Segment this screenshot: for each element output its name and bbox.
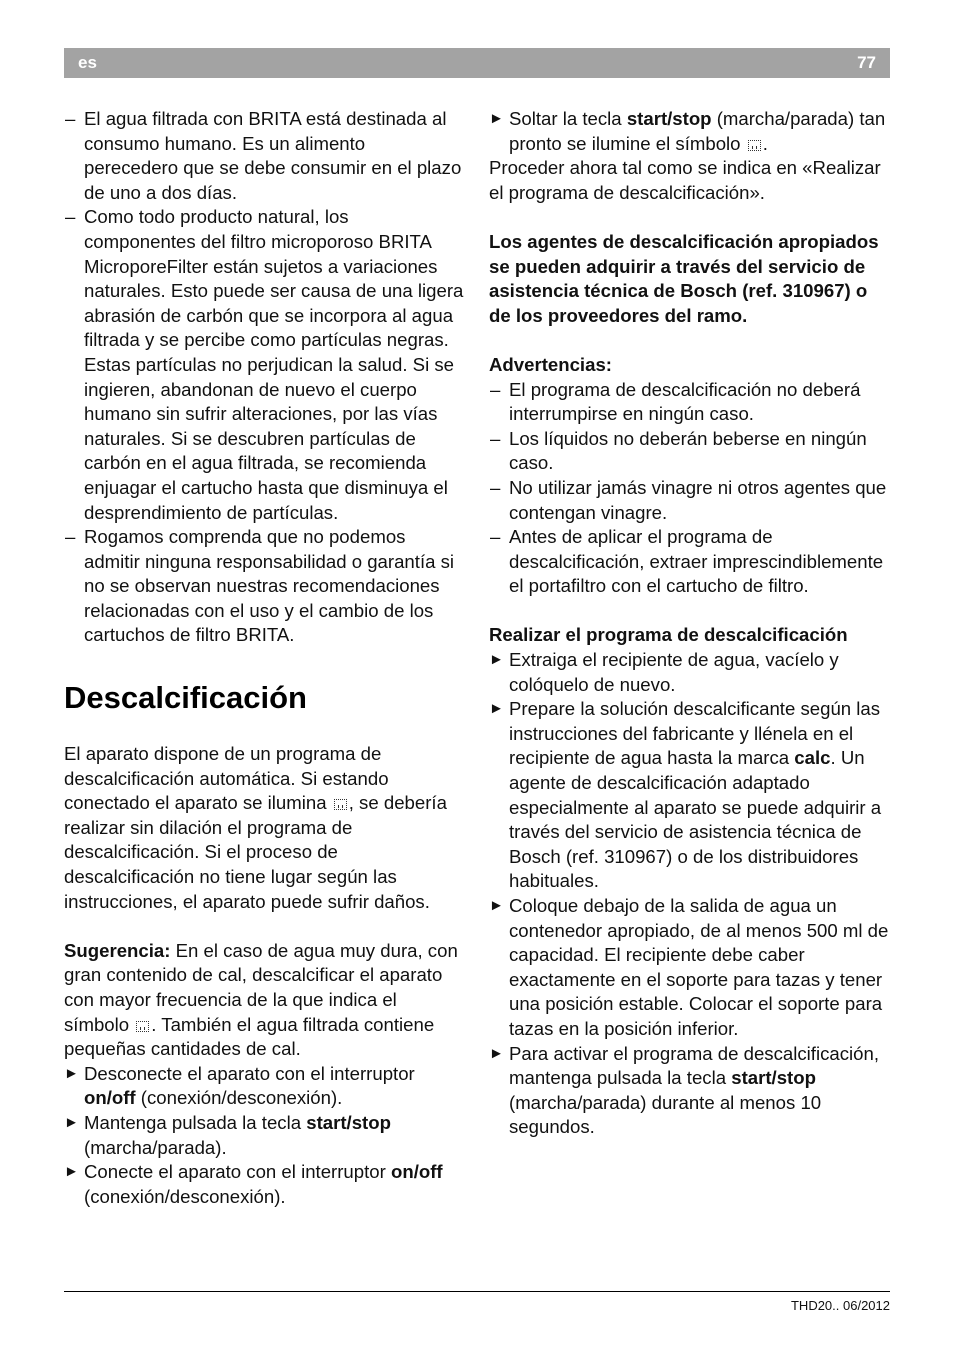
calc-symbol-icon [334, 799, 347, 810]
step-key: start/stop [731, 1067, 816, 1089]
step-text: Extraiga el recipiente de agua, vacíelo y colóquelo de nuevo. [509, 649, 839, 695]
agents-note [489, 230, 893, 328]
step-text: Conecte el aparato con el interruptor [84, 1161, 391, 1183]
footer-rule [64, 1291, 890, 1292]
step-item: ► Soltar la tecla start/stop (marcha/parada) tan pronto se ilumine el símbolo . [489, 108, 886, 154]
dash-marker: – [65, 526, 76, 548]
step-text: (marcha/parada) durante al menos 10 segundos. [509, 1091, 822, 1138]
step-key: start/stop [626, 108, 712, 129]
section-title: Descalcificación [64, 680, 307, 716]
intro-text-b: , se debería realizar sin dilación el programa de descalcificación. Si el proceso de descalcificación no tiene lugar según las instrucciones, el aparato puede sufrir daños. [64, 792, 447, 912]
warnings-title-text: Advertencias: [489, 353, 612, 375]
step-item [64, 1111, 464, 1160]
warning-text: No utilizar jamás vinagre ni otros agentes que contengan vinagre. [509, 476, 887, 523]
step-text: Coloque debajo de la salida de agua un contenedor apropiado, de al menos 500 ml de capacidad. El recipiente debe caber exactamente en el soporte para tazas y tener una posición estable. Colocar el soporte para tazas en la posición inferior. [509, 895, 889, 1039]
procedure-title-text: Realizar el programa de descalcificación [489, 624, 848, 646]
step-text: Mantenga pulsada la tecla [84, 1111, 307, 1133]
procedure-step [489, 697, 893, 894]
triangle-bullet-icon: ► [64, 1163, 79, 1181]
dash-marker: – [490, 526, 501, 548]
proceed-text: Proceder ahora tal como se indica en «Realizar el programa de descalcificación». [489, 157, 881, 203]
brita-item-text: Rogamos comprenda que no podemos admitir ninguna responsabilidad o garantía si no se observan nuestras recomendaciones relacionadas con el uso y el cambio de los cartuchos de filtro BRITA. [84, 526, 455, 646]
brita-item-text: Como todo producto natural, los componentes del filtro microporoso BRITA MicroporeFilter están sujetos a variaciones naturales. Esto puede ser causa de una ligera abrasión de carbón que se incorpora al agua filtrada y se percibe como partículas negras. Estas partículas no perjudican la salud. Si se ingieren, abandonan de nuevo el cuerpo humano sin sufrir alteraciones, por las vías naturales. Si se descubren partículas de carbón en el agua filtrada, se recomienda enjuagar el cartucho hasta que disminuya el desprendimiento de partículas. [84, 206, 464, 523]
dash-marker: – [490, 476, 501, 498]
step-text: . Un agente de descalcificación adaptado especialmente al aparato se puede adquirir a través del servicio de asistencia técnica de Bosch (ref. 310967) o de los distribuidores habituales. [509, 747, 882, 892]
step-text: (marcha/parada). [84, 1136, 227, 1158]
dash-marker: – [65, 108, 76, 129]
step-text: Prepare la solución descalcificante según las instrucciones del fabricante y llénela en el recipiente de agua hasta la marca [509, 698, 881, 769]
brita-list-item [64, 107, 464, 205]
tip-label: Sugerencia: [64, 939, 171, 961]
agents-note-text: Los agentes de descalcificación apropiados se pueden adquirir a través del servicio de asistencia técnica de Bosch (ref. 310967) o de los proveedores del ramo. [489, 230, 879, 326]
brita-item-text: El agua filtrada con BRITA está destinada al consumo humano. Es un alimento perecedero que se debe consumir en el plazo de uno a dos días. [84, 108, 462, 203]
step-text: Soltar la tecla [509, 108, 627, 129]
tip-paragraph [64, 939, 464, 1062]
procedure-title [489, 623, 893, 648]
tip-text-a: En el caso de agua muy dura, con gran contenido de cal, descalcificar el aparato con mayor frecuencia de la que indica el símbolo [64, 939, 458, 1035]
page-header-bar [64, 48, 890, 78]
step-key: start/stop [306, 1111, 391, 1133]
step-item [64, 1062, 464, 1111]
warning-item [489, 427, 893, 476]
dash-marker: – [490, 378, 501, 400]
warning-item [489, 476, 893, 525]
step-text: (marcha/parada) tan pronto se ilumine el símbolo [509, 108, 886, 154]
left-column [64, 107, 464, 1209]
step-item [64, 1160, 464, 1209]
warning-item [489, 378, 893, 427]
triangle-bullet-icon: ► [64, 1113, 79, 1131]
dash-marker: – [490, 427, 501, 449]
warning-item [489, 525, 893, 599]
intro-text-a: El aparato dispone de un programa de descalcificación automática. Si estando conectado el aparato se ilumina [64, 743, 389, 814]
calc-symbol-icon [136, 1021, 149, 1032]
brita-list-item [64, 205, 464, 525]
warnings-title [489, 353, 893, 378]
step-text: Para activar el programa de descalcificación, mantenga pulsada la tecla [509, 1042, 879, 1089]
step-key: on/off [390, 1161, 443, 1183]
footer-model-date: THD20.. 06/2012 [790, 1298, 890, 1313]
step-text: Desconecte el aparato con el interruptor [84, 1062, 415, 1084]
calc-symbol-icon [748, 140, 761, 151]
triangle-bullet-icon: ► [489, 897, 504, 914]
language-code: es [78, 53, 97, 72]
warning-text: Los líquidos no deberán beberse en ningún caso. [509, 427, 867, 474]
triangle-bullet-icon: ► [489, 1044, 504, 1062]
step-text: (conexión/desconexión). [135, 1087, 343, 1109]
step-text: (conexión/desconexión). [84, 1185, 286, 1207]
dash-marker: – [65, 206, 76, 228]
triangle-bullet-icon: ► [64, 1064, 79, 1082]
step-key: calc [794, 747, 831, 769]
page-number: 77 [857, 53, 876, 72]
brita-list-item [64, 525, 464, 648]
warning-text: El programa de descalcificación no deberá interrumpirse en ningún caso. [509, 378, 861, 425]
tip-text-b: . También el agua filtrada contiene pequeñas cantidades de cal. [64, 1013, 435, 1060]
warning-text: Antes de aplicar el programa de descalcificación, extraer imprescindiblemente el portafiltro con el cartucho de filtro. [509, 526, 884, 597]
right-column [489, 107, 893, 1140]
triangle-bullet-icon: ► [489, 651, 504, 669]
procedure-step [489, 648, 893, 697]
procedure-step [489, 1042, 893, 1140]
step-key: on/off [84, 1087, 136, 1109]
triangle-bullet-icon: ► [489, 700, 504, 718]
procedure-step [489, 894, 893, 1042]
intro-paragraph [64, 742, 464, 914]
triangle-bullet-icon: ► [489, 110, 504, 127]
